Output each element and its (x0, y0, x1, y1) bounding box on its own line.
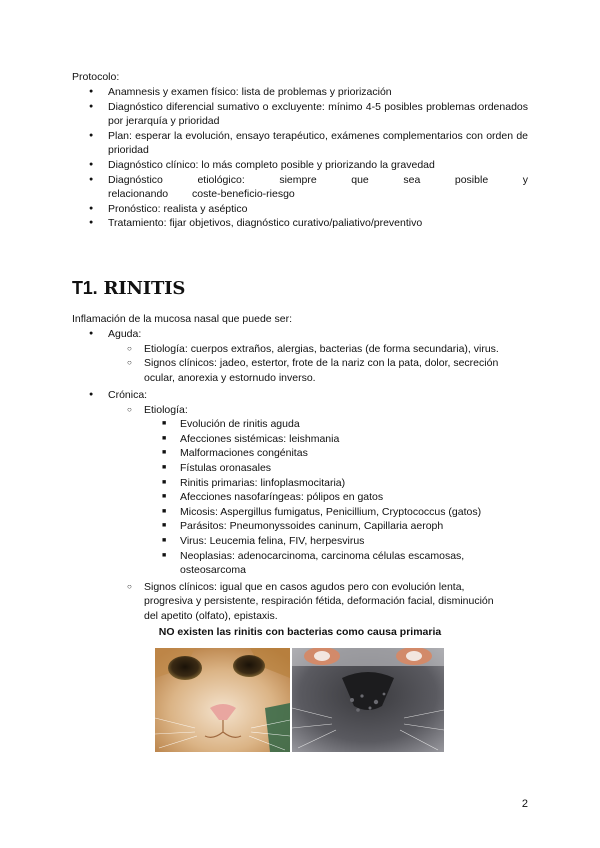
list-item: ■ Neoplasias: adenocarcinoma, carcinoma células escamosas, osteosarcoma (72, 549, 528, 578)
section-title: RINITIS (103, 278, 186, 299)
list-item: ■ Virus: Leucemia felina, FIV, herpesvirus (72, 534, 528, 549)
list-item: ■ Fístulas oronasales (72, 461, 528, 476)
acute-signs: ○ Signos clínicos: jadeo, estertor, frote de la nariz con la pata, dolor, secreción ocular, anorexia y estornudo inverso. (72, 356, 528, 385)
kitten-eye-left (168, 656, 202, 680)
kitten-face-photo (155, 648, 290, 752)
chronic-etiology-label: ○ Etiología: (72, 403, 528, 418)
list-item: ■ Parásitos: Pneumonyssoides caninum, Capillaria aeroph (72, 519, 528, 534)
acute-list (72, 327, 528, 385)
section-number: T1. (72, 278, 98, 298)
chronic-label: ● Crónica: (72, 388, 528, 403)
list-item: ● Diagnóstico etiológico: siempre que sea posible y relacionando coste-beneficio-riesgo (72, 173, 528, 202)
list-item: ■ Afecciones nasofaríngeas: pólipos en gatos (72, 490, 528, 505)
list-item: ● Plan: esperar la evolución, ensayo terapéutico, exámenes complementarios con orden de prioridad (72, 129, 528, 158)
section-intro: Inflamación de la mucosa nasal que puede ser: (72, 313, 293, 325)
list-item: ● Pronóstico: realista y aséptico (72, 202, 528, 217)
kitten-eye-right (233, 655, 265, 677)
list-item: ● Diagnóstico diferencial sumativo o excluyente: mínimo 4-5 posibles problemas ordenados por jerarquía y prioridad (72, 100, 528, 129)
chronic-signs: ○ Signos clínicos: igual que en casos agudos pero con evolución lenta, progresiva y persistente, respiración fétida, deformación facial, disminución del apetito (olfato), epistaxis. (72, 580, 528, 624)
page-number: 2 (521, 798, 528, 810)
section-heading (72, 278, 186, 299)
list-item: ● Tratamiento: fijar objetivos, diagnóstico curativo/paliativo/preventivo (72, 216, 528, 231)
protocol-title: Protocolo: (72, 71, 120, 83)
acute-label: ● Aguda: (72, 327, 528, 342)
protocol-list (72, 85, 528, 231)
list-item: ● Anamnesis y examen físico: lista de problemas y priorización (72, 85, 528, 100)
list-item: ■ Afecciones sistémicas: leishmania (72, 432, 528, 447)
acute-etiology: ○ Etiología: cuerpos extraños, alergias, bacterias (de forma secundaria), virus. (72, 342, 528, 357)
list-item: ■ Micosis: Aspergillus fumigatus, Penicillium, Cryptococcus (gatos) (72, 505, 528, 520)
note-bold: NO existen las rinitis con bacterias como causa primaria (158, 626, 442, 638)
list-item: ■ Malformaciones congénitas (72, 446, 528, 461)
list-item: ■ Rinitis primarias: linfoplasmocitaria) (72, 476, 528, 491)
list-item: ■ Evolución de rinitis aguda (72, 417, 528, 432)
cat-nose-lesion-photo (292, 648, 444, 752)
chronic-list (72, 388, 528, 624)
list-item: ● Diagnóstico clínico: lo más completo posible y priorizando la gravedad (72, 158, 528, 173)
